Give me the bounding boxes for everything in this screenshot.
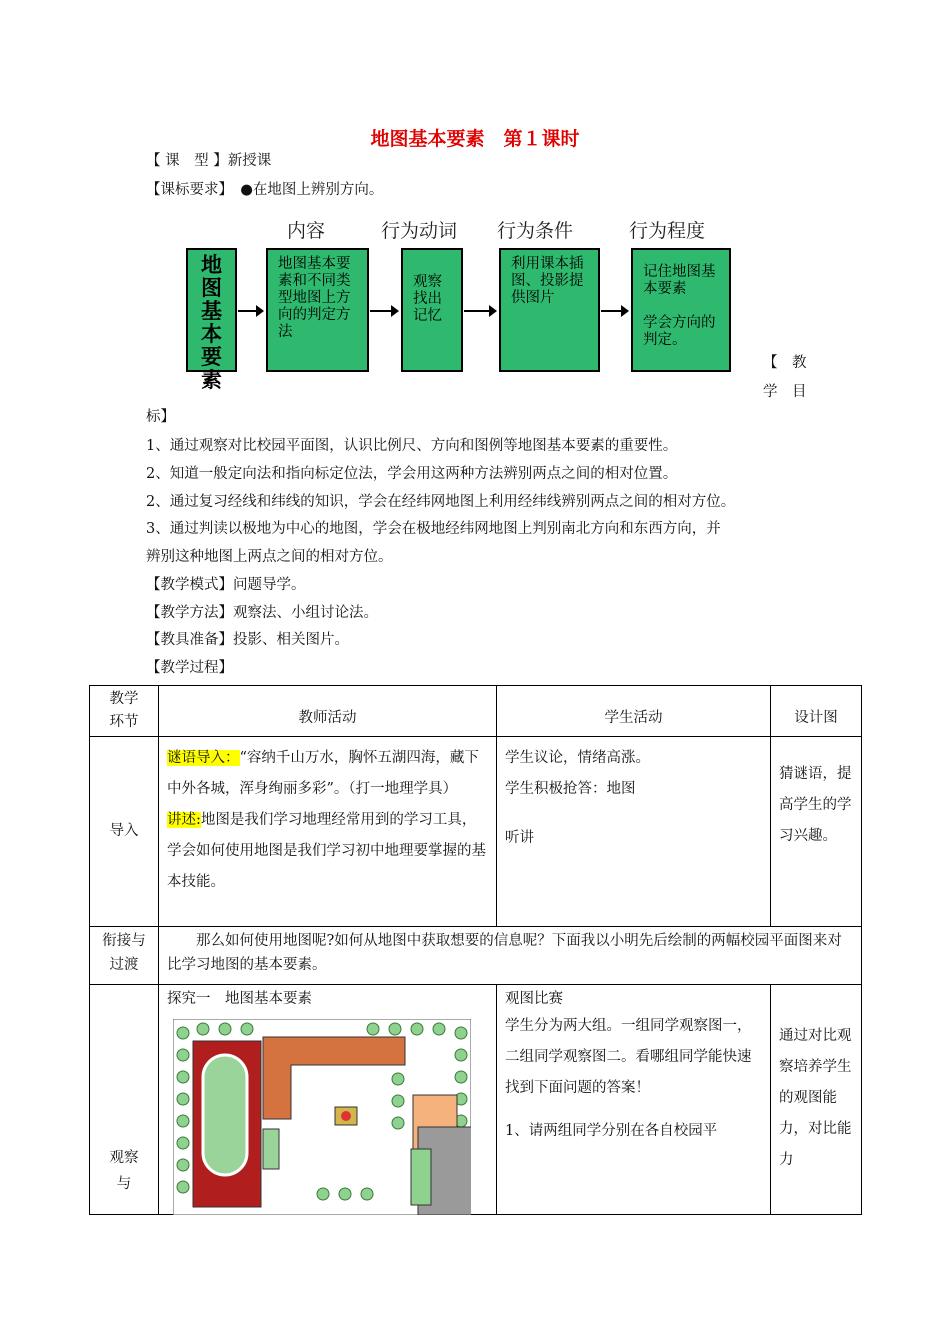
diagram-box-verb: [401, 248, 463, 372]
header-teacher: 教师活动: [159, 686, 497, 737]
objective-item-5: 辨别这种地图上两点之间的相对方位。: [146, 549, 393, 565]
arrow-icon: [601, 310, 627, 312]
arrow-icon: [464, 310, 495, 312]
diagram-box-degree-text: 记住地图基本要素 学会方向的判定。: [643, 264, 716, 348]
student-intro-2: 学生积极抢答：地图: [505, 781, 636, 797]
teaching-mode: 【教学模式】问题导学。: [146, 577, 306, 593]
student-intro: [497, 737, 771, 927]
design-observe: 通过对比观察培养学生的观图能力，对比能力: [771, 985, 862, 1215]
student-intro-1: 学生议论，情绪高涨。: [505, 750, 650, 766]
stage-intro: 导入: [90, 737, 159, 927]
stage-observe: [90, 985, 159, 1215]
contest-text: 学生分为两大组。一组同学观察图一，二组同学观察图二。看哪组同学能快速找到下面问题的答案！: [505, 1018, 752, 1096]
arrow-icon: [370, 310, 397, 312]
objective-item-2: 2、知道一般定向法和指向标定位法，学会用这两种方法辨别两点之间的相对位置。: [146, 466, 678, 482]
teacher-intro: [159, 737, 497, 927]
student-intro-3: 听讲: [505, 830, 534, 846]
teacher-observe: [159, 985, 497, 1215]
course-type-label: 【 课 型 】: [146, 153, 228, 169]
contest-title: 观图比赛: [505, 991, 563, 1007]
objectives-label-3: 学: [763, 384, 778, 400]
header-stage: 教学环节: [109, 691, 139, 730]
objectives-label-1: 【: [763, 355, 778, 371]
riddle-highlight: 谜语导入：: [167, 750, 240, 766]
standard-value: ●在地图上辨别方向。: [240, 182, 384, 198]
table-row-intro: [90, 737, 862, 927]
table-header-row: [90, 686, 862, 737]
diagram-box-condition: [499, 248, 600, 372]
diagram-box-degree: [631, 248, 731, 372]
objectives-label-5: 标】: [146, 409, 175, 425]
teaching-tools: 【教具准备】投影、相关图片。: [146, 632, 349, 648]
objective-item-1: 1、通过观察对比校园平面图，认识比例尺、方向和图例等地图基本要素的重要性。: [146, 438, 678, 454]
header-student: 学生活动: [497, 686, 771, 737]
course-type-value: 新授课: [227, 153, 272, 169]
diagram-header-condition: 行为条件: [497, 220, 574, 242]
teaching-process: 【教学过程】: [146, 660, 233, 676]
diagram-header-degree: 行为程度: [629, 220, 706, 242]
objective-item-4: 3、通过判读以极地为中心的地图，学会在极地经纬网地图上判别南北方向和东西方向，并: [146, 521, 721, 537]
transition-text: 那么如何使用地图呢?如何从地图中获取想要的信息呢？下面我以小明先后绘制的两幅校园平面图来对比学习地图的基本要素。: [159, 927, 862, 985]
teaching-method: 【教学方法】观察法、小组讨论法。: [146, 605, 378, 621]
stage-observe-2: 与: [116, 1176, 132, 1192]
diagram-box-content: [266, 248, 369, 372]
narrate-text: 地图是我们学习地理经常用到的学习工具，学会如何使用地图是我们学习初中地理要掌握的基本技能。: [167, 812, 486, 890]
objective-item-3: 2、通过复习经线和纬线的知识，学会在经纬网地图上利用经纬线辨别两点之间的相对方位。: [146, 494, 736, 510]
arrow-icon: [238, 310, 262, 312]
table-row-observe: [90, 985, 862, 1215]
header-design: 设计图: [771, 686, 862, 737]
narrate-highlight: 讲述:: [167, 812, 201, 828]
diagram-main-text: 地图基本要素: [201, 253, 222, 392]
design-intro: 猜谜语，提高学生的学习兴趣。: [771, 737, 862, 927]
diagram-box-condition-text: 利用课本插图、投影提供图片: [511, 256, 584, 306]
stage-observe-1: 观察: [109, 1150, 139, 1166]
table-row-transition: [90, 927, 862, 985]
page-title: 地图基本要素 第１课时: [370, 128, 580, 150]
student-observe: [497, 985, 771, 1215]
explore-title: 探究一 地图基本要素: [167, 991, 312, 1007]
riddle-text: “容纳千山万水，胸怀五湖四海，藏下中外各城，浑身绚丽多彩”。（打一地理学具）: [167, 750, 479, 797]
objectives-label-4: 目: [792, 384, 807, 400]
diagram-header-verb: 行为动词: [381, 220, 458, 242]
objectives-label-2: 教: [792, 355, 807, 371]
diagram-box-content-text: 地图基本要素和不同类型地图上方向的判定方法: [278, 256, 351, 340]
diagram-box-verb-text: 观察找出记忆: [413, 274, 442, 324]
contest-question-1: 1、请两组同学分别在各自校园平: [505, 1123, 718, 1139]
course-type-line: [146, 149, 271, 170]
standard-label: 【课标要求】: [146, 182, 226, 198]
diagram-header-content: 内容: [287, 220, 326, 242]
standard-line: [146, 178, 383, 199]
campus-map-image: [173, 1019, 471, 1215]
lesson-table: [89, 685, 862, 1215]
stage-transition: 衔接与过渡: [102, 933, 146, 973]
diagram-main-box: [186, 248, 237, 392]
